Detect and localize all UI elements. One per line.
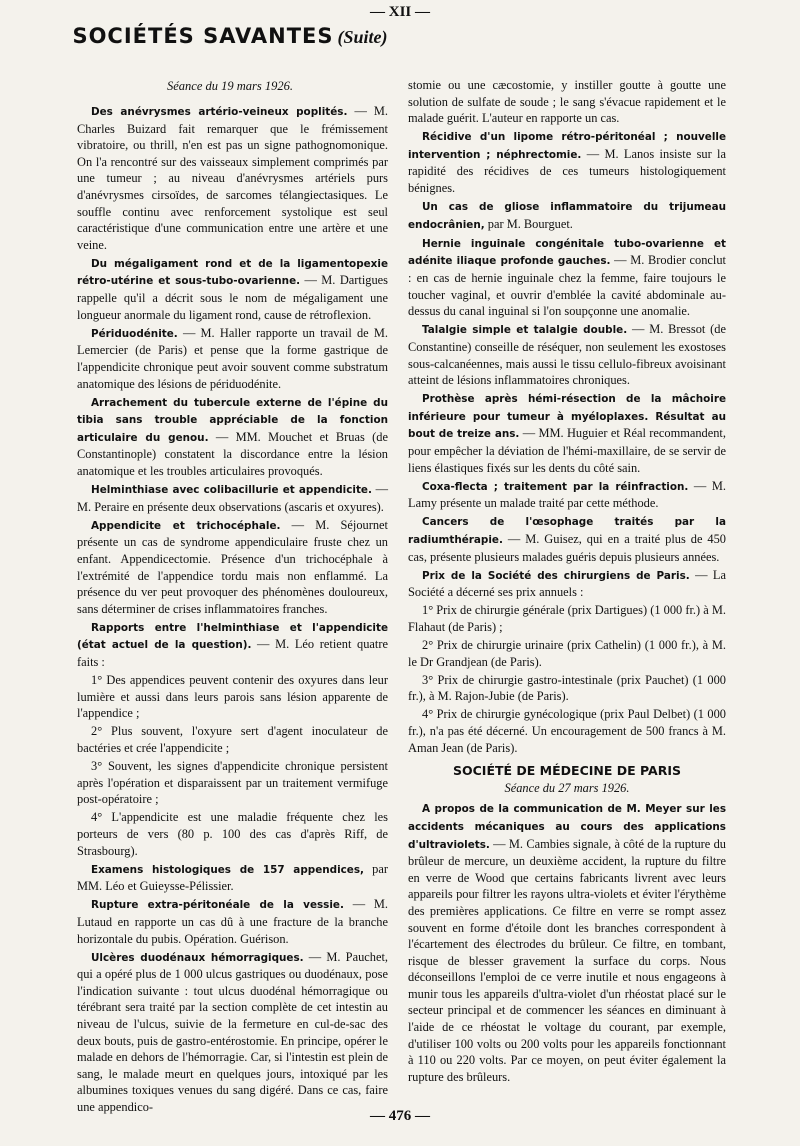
paragraph xyxy=(77,896,388,947)
paragraph-text: — MM. Mouchet et Bruas (de Constantinople) constatent la discordance entre la lésion anatomique et les troubles articulaires provoqués. xyxy=(77,429,388,478)
paragraph-heading: Rupture extra-péritonéale de la vessie. xyxy=(91,899,344,912)
paragraph-text: par M. Bourguet. xyxy=(484,216,573,231)
left-column xyxy=(77,103,388,1117)
paragraph xyxy=(77,949,388,1116)
right-column xyxy=(408,77,726,1087)
paragraph-heading: Hernie inguinale congénitale tubo-ovarienne et adénite iliaque profonde gauches. xyxy=(408,237,726,268)
paragraph-text: — M. Guisez, qui en a traité plus de 450 cas, présente plusieurs malades guéris depuis plusieurs années. xyxy=(408,531,726,564)
section-title: SOCIÉTÉ DE MÉDECINE DE PARIS xyxy=(453,763,681,779)
paragraph-text: — M. Lamy présente un malade traité par cette méthode. xyxy=(408,478,726,511)
paragraph xyxy=(408,800,726,1085)
paragraph-text: 4° Prix de chirurgie gynécologique (prix Paul Delbet) (1 000 fr.), n'a pas été décerné. Un encouragement de 500 francs à M. Aman Jean (de Paris). xyxy=(408,707,726,755)
right-column-part-b xyxy=(408,800,726,1085)
page-folio: — 476 — xyxy=(370,1108,430,1124)
paragraph xyxy=(408,706,726,756)
paragraph-heading: Rapports entre l'helminthiase et l'appendicite (état actuel de la question). xyxy=(77,621,388,652)
paragraph xyxy=(408,198,726,233)
paragraph-heading: Cancers de l'œsophage traités par la radiumthérapie. xyxy=(408,516,726,546)
paragraph xyxy=(77,861,388,895)
right-column-part-a xyxy=(408,77,726,756)
paragraph xyxy=(408,390,726,476)
paragraph xyxy=(77,325,388,392)
paragraph xyxy=(408,672,726,705)
paragraph-heading: Récidive d'un lipome rétro-péritonéal ; nouvelle intervention ; néphrectomie. xyxy=(408,131,726,161)
paragraph-text: stomie ou une cæcostomie, y instiller goutte à goutte une solution de sulfate de soude ; le sang s'évacue rapidement et le malade guérit. L'auteur en rapporte un cas. xyxy=(408,78,726,126)
paragraph-heading: Appendicite et trichocéphale. xyxy=(91,519,281,532)
paragraph xyxy=(408,637,726,670)
paragraph-text: 4° L'appendicite est une maladie fréquente chez les porteurs de vers (80 p. 100 des cas d'après Riff, de Strasbourg). xyxy=(77,810,388,858)
paragraph xyxy=(77,758,388,808)
paragraph-heading: Examens histologiques de 157 appendices, xyxy=(91,863,364,876)
paragraph-text: 3° Prix de chirurgie gastro-intestinale (prix Pauchet) (1 000 fr.), à M. Rajon-Jubie (de Paris). xyxy=(408,672,726,704)
paragraph xyxy=(77,394,388,480)
paragraph xyxy=(77,517,388,618)
paragraph xyxy=(77,723,388,756)
paragraph xyxy=(77,672,388,722)
section-seance: Séance du 27 mars 1926. xyxy=(504,780,630,795)
paragraph-heading: Périduodénite. xyxy=(91,327,178,340)
paragraph xyxy=(77,103,388,253)
paragraph xyxy=(77,481,388,515)
paragraph-text: — M. Haller rapporte un travail de M. Lemercier (de Paris) et pense que la forme gastrique de l'appendicite chronique peut avoir souvent comme substratum anatomique des lésions de périduodénite. xyxy=(77,325,388,391)
paragraph xyxy=(408,567,726,601)
paragraph xyxy=(77,809,388,859)
paragraph xyxy=(408,77,726,127)
paragraph-text: — M. Lutaud en rapporte un cas dû à une fracture de la branche horizontale du pubis. Opération. Guérison. xyxy=(77,897,389,946)
paragraph xyxy=(77,619,388,671)
paragraph-text: — La Société a décerné ses prix annuels : xyxy=(408,567,726,600)
paragraph-heading: Des anévrysmes artério-veineux poplités. xyxy=(91,106,348,118)
paragraph-text: — M. Peraire en présente deux observations (ascaris et oxyures). xyxy=(77,482,388,514)
paragraph-text: 1° Des appendices peuvent contenir des oxyures dans leur lumière et aussi dans leurs parois sans lésion apparente de l'appendice ; xyxy=(77,673,388,721)
paragraph xyxy=(408,321,726,388)
paragraph-heading: Helminthiase avec colibacillurie et appendicite. xyxy=(91,484,372,497)
paragraph-text: par MM. Léo et Guieysse-Pélissier. xyxy=(77,861,388,894)
paragraph-text: 3° Souvent, les signes d'appendicite chronique persistent après l'opération et disparaissent par un traitement vermifuge post-opératoire ; xyxy=(77,759,388,807)
paragraph xyxy=(408,602,726,635)
paragraph xyxy=(408,128,726,196)
paragraph xyxy=(408,513,726,565)
paragraph-heading: Arrachement du tubercule externe de l'épine du tibia sans trouble appréciable de la fonction articulaire du genou. xyxy=(77,396,388,444)
paragraph-heading: Du mégaligament rond et de la ligamentopexie rétro-utérine et sous-tubo-ovarienne. xyxy=(77,257,388,288)
paragraph-text: — M. Charles Buizard fait remarquer que le frémissement vibratoire, ou thrill, n'en est pas un signe pathognomonique. On l'a rencontré sur des vaisseaux simplement comprimés par une tumeur ; au niveau d'anévrysmes artériels purs d'anévrysmes cirsoïdes, de sarcomes télangiectasiques. Le souffle continu avec renforcement systolique est seul caractéristique d'une communication entre une artère et une veine. xyxy=(77,104,389,252)
paragraph-text: — M. Pauchet, qui a opéré plus de 1 000 ulcus gastriques ou duodénaux, pose l'indication suivante : tout ulcus duodénal hémorragique ou térébrant sera traité par la section complète de cet intestin au niveau de l'ulcus, suivie de la fermeture en cul-de-sac des deux bouts, puis de gastro-entérostomie. En principe, opérer le malade en dehors de l'hémorragie. Car, si l'intestin est plein de sang, le malade meurt en quelques jours, intoxiqué par les albumines toxiques venues du sang digéré. Dans ce cas, faire une appendico- xyxy=(77,949,388,1114)
seance-date: Séance du 19 mars 1926. xyxy=(166,79,294,93)
paragraph-heading: A propos de la communication de M. Meyer sur les accidents mécaniques au cours des applications d'ultraviolets. xyxy=(408,803,726,851)
page-top-mark: — XII — xyxy=(369,4,430,20)
paragraph-text: — M. Cambies signale, à côté de la rupture du brûleur de mercure, un deuxième accident, la rupture du filtre en verre de Wood que certains fabricants livrent avec leurs appareils pour filtrer les rayons ultra-violets et éviter l'érythème des premières applications. Ce filtre en verre se rompt assez souvent en forme d'étoile dont les branches correspondent à l'écartement des électrodes du brûleur. Ce filtre, en tombant, risque de blesser gravement la surface du corps. Nous déconseillons l'emploi de ce verre inutile et nous engageons à munir tous les appareils d'ultra-violet d'un rhéostat placé sur le secteur principal et de commencer les séances en diminuant à l'aide de ce rhéostat le voltage du courant, par exemple, d'utiliser 100 volts ou 200 volts pour les appareils fonctionnant à 110 ou 220 volts. Par ce moyen, on peut éviter également la rupture des brûleurs. xyxy=(408,836,726,1084)
header-title: SOCIÉTÉS SAVANTES xyxy=(72,24,334,48)
paragraph-text: — M. Dartigues rappelle qu'il a décrit sous le nom de mégaligament une longueur anormale du ligament rond, cause de rétroflexion. xyxy=(77,273,388,322)
header-suite: (Suite) xyxy=(337,27,388,47)
paragraph-text: — M. Bressot (de Constantine) conseille de réséquer, non seulement les exostoses sous-calcanéennes, mais aussi le tissu cellulo-fibreux avoisinant atteint de lésions inflammatoires chroniques. xyxy=(408,322,726,388)
paragraph-text: — M. Brodier conclut : en cas de hernie inguinale chez la femme, faire toujours le toucher vaginal, et ouvrir d'emblée la cavité abdominale au-dessus du canal inguinal si l'on soupçonne une anomalie. xyxy=(408,253,726,319)
paragraph-text: — M. Séjournet présente un cas de syndrome appendiculaire fruste chez un enfant. Appendicectomie. Présence d'un trichocéphale à l'extrémité de l'appendice tordu mais non enflammé. La présence du ver peut provoquer des phénomènes douloureux, sans déterminer de crises inflammatoires franches. xyxy=(77,517,388,616)
paragraph-text: — MM. Huguier et Réal recommandent, pour empêcher la déviation de l'hémi-maxillaire, de se servir de liens élastiques fixés sur les dents du côté sain. xyxy=(408,426,726,475)
paragraph-text: 2° Prix de chirurgie urinaire (prix Cathelin) (1 000 fr.), à M. le Dr Grandjean (de Paris). xyxy=(408,638,726,669)
paragraph-heading: Prothèse après hémi-résection de la mâchoire inférieure pour tumeur à myéloplaxes. Résultat au bout de treize ans. xyxy=(408,393,726,441)
paragraph-heading: Ulcères duodénaux hémorragiques. xyxy=(91,951,304,964)
paragraph-text: — M. Léo retient quatre faits : xyxy=(77,637,388,669)
paragraph-heading: Un cas de gliose inflammatoire du trijumeau endocrânien, xyxy=(408,201,726,231)
paragraph-heading: Coxa-flecta ; traitement par la réinfraction. xyxy=(422,480,689,493)
paragraph-heading: Talalgie simple et talalgie double. xyxy=(422,324,628,337)
paragraph-text: — M. Lanos insiste sur la rapidité des récidives de ces tumeurs histologiquement bénignes. xyxy=(408,146,726,196)
paragraph-text: 1° Prix de chirurgie générale (prix Dartigues) (1 000 fr.) à M. Flahaut (de Paris) ; xyxy=(408,603,726,634)
section-header xyxy=(60,24,400,48)
paragraph xyxy=(408,478,726,512)
paragraph-text: 2° Plus souvent, l'oxyure sert d'agent inoculateur de bactéries et crée l'appendicite ; xyxy=(77,724,388,755)
paragraph-heading: Prix de la Société des chirurgiens de Paris. xyxy=(422,569,690,582)
paragraph xyxy=(408,235,726,320)
paragraph xyxy=(77,255,388,323)
